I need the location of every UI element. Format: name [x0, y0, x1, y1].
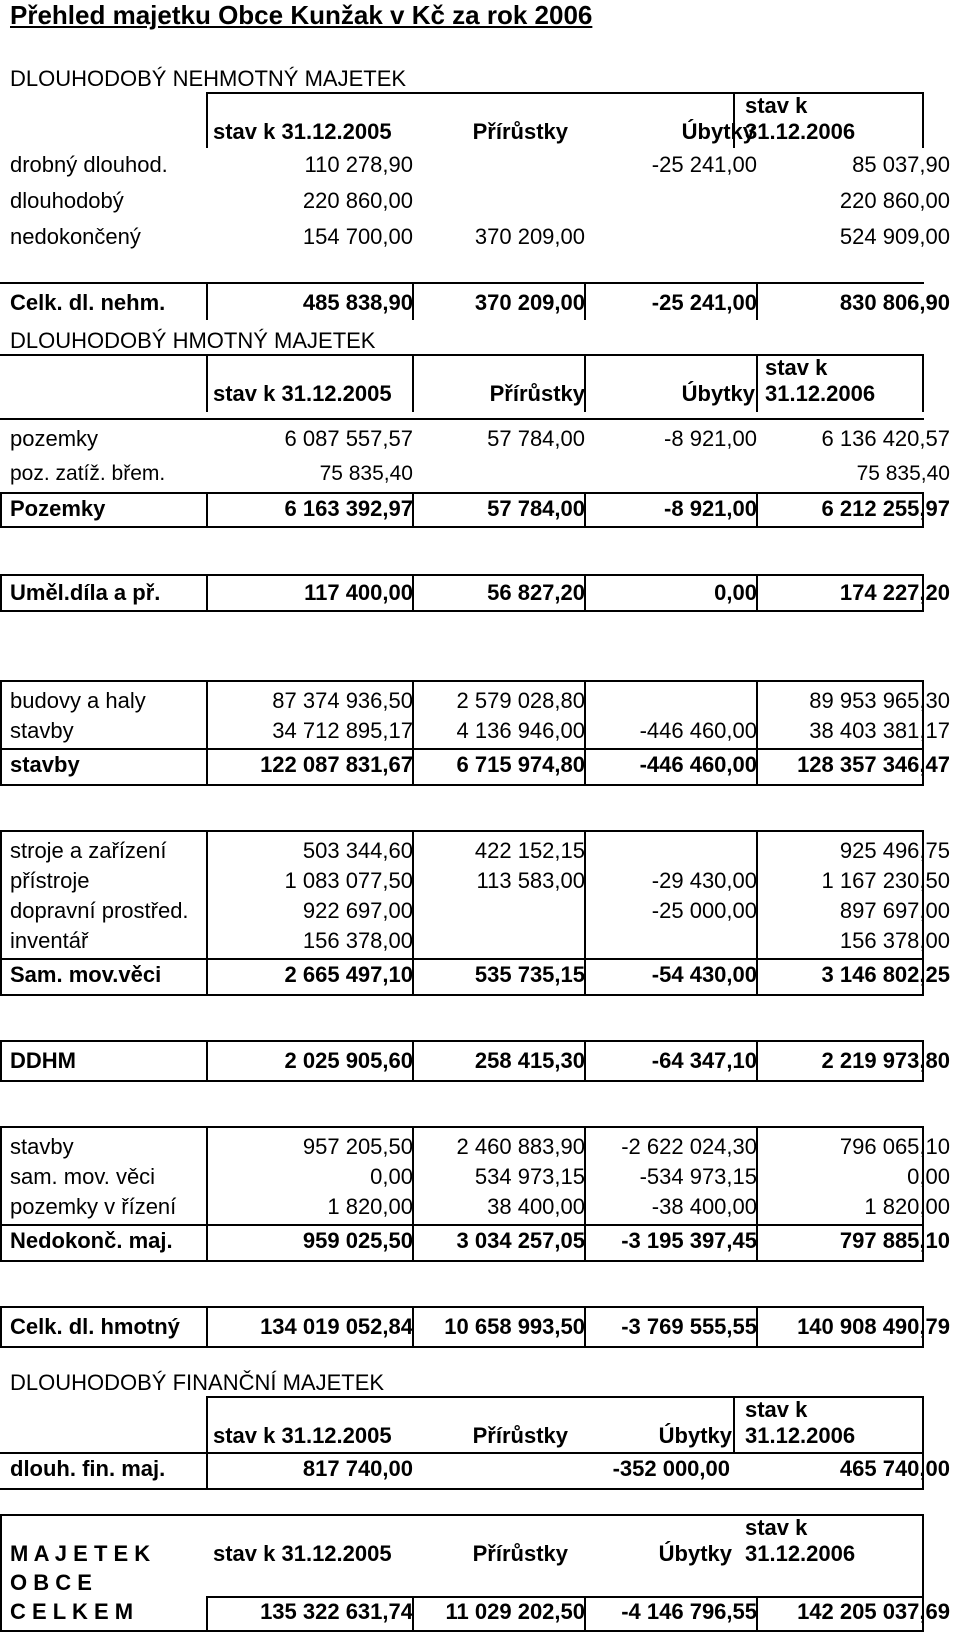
table-row: stroje a zařízení 503 344,60 422 152,15 925 496,75: [0, 836, 960, 866]
table-row: pozemky 6 087 557,57 57 784,00 -8 921,00 6 136 420,57: [0, 424, 960, 454]
section-title-hmotny: DLOUHODOBÝ HMOTNÝ MAJETEK: [10, 328, 376, 353]
column-header-financni: [0, 1396, 960, 1458]
header-ubytky: Úbytky: [681, 119, 755, 144]
header-prirustky: Přírůstky: [472, 1541, 568, 1566]
header-stav-2006-bottom: 31.12.2006: [765, 381, 876, 406]
section-title-financni: DLOUHODOBÝ FINANČNÍ MAJETEK: [10, 1370, 385, 1395]
table-row: stavby 957 205,50 2 460 883,90 -2 622 024,30 796 065,10: [0, 1132, 960, 1162]
total-row-nedokoncene: Nedokonč. maj. 959 025,50 3 034 257,05 -3 195 397,45 797 885,10: [0, 1226, 960, 1256]
grand-total-stav-2005: 135 322 631,74: [260, 1599, 413, 1624]
total-row-movite-veci: Sam. mov.věci 2 665 497,10 535 735,15 -54 430,00 3 146 802,25: [0, 960, 960, 990]
total-row-pozemky: Pozemky 6 163 392,97 57 784,00 -8 921,00 6 212 255,97: [0, 494, 960, 524]
column-header-nehmotny: [0, 92, 960, 154]
total-row-nehmotny: Celk. dl. nehm. 485 838,90 370 209,00 -25 241,00 830 806,90: [0, 288, 960, 318]
grand-total-prirustky: 11 029 202,50: [445, 1599, 585, 1624]
grand-total-label-3: C E L K E M: [10, 1599, 134, 1624]
header-ubytky: Úbytky: [658, 1423, 732, 1448]
table-row: nedokončený 154 700,00 370 209,00 524 909,00: [10, 224, 950, 249]
table-row: poz. zatíž. břem. 75 835,40 75 835,40: [10, 462, 950, 485]
header-stav-2005: stav k 31.12.2005: [213, 381, 392, 406]
section-title-nehmotny: DLOUHODOBÝ NEHMOTNÝ MAJETEK: [10, 66, 407, 91]
header-ubytky: Úbytky: [681, 381, 755, 406]
table-row: stavby 34 712 895,17 4 136 946,00 -446 460,00 38 403 381,17: [10, 718, 950, 743]
header-stav-2005: stav k 31.12.2005: [213, 1423, 392, 1448]
grand-total-label-2: O B C E: [10, 1570, 92, 1595]
header-stav-2006-bottom: 31.12.2006: [745, 1541, 856, 1566]
total-row-hmotny: Celk. dl. hmotný 134 019 052,84 10 658 993,50 -3 769 555,55 140 908 490,79: [0, 1312, 960, 1342]
header-ubytky: Úbytky: [658, 1541, 732, 1566]
page-title: Přehled majetku Obce Kunžak v Kč za rok 2006: [10, 0, 593, 30]
table-row: inventář 156 378,00 156 378,00: [10, 928, 950, 953]
header-stav-2006-top: stav k: [745, 1515, 808, 1540]
table-row: dopravní prostřed. 922 697,00 -25 000,00 897 697,00: [10, 898, 950, 923]
header-stav-2005: stav k 31.12.2005: [213, 119, 392, 144]
table-row: budovy a haly 87 374 936,50 2 579 028,80 89 953 965,30: [0, 686, 960, 716]
table-row: pozemky v řízení 1 820,00 38 400,00 -38 400,00 1 820,00: [10, 1194, 950, 1219]
table-row: drobný dlouhod. 110 278,90 -25 241,00 85 037,90: [10, 152, 950, 177]
grand-total-stav-2006: 142 205 037,69: [797, 1599, 950, 1624]
grand-total-block: [0, 1514, 960, 1635]
header-prirustky: Přírůstky: [472, 119, 568, 144]
header-stav-2006-top: stav k: [765, 355, 828, 380]
grand-total-label-1: M A J E T E K: [10, 1541, 151, 1566]
table-row: sam. mov. věci 0,00 534 973,15 -534 973,15 0,00: [10, 1164, 950, 1189]
total-row-stavby: stavby 122 087 831,67 6 715 974,80 -446 460,00 128 357 346,47: [0, 750, 960, 780]
header-stav-2006-bottom: 31.12.2006: [745, 1423, 856, 1448]
table-row: přístroje 1 083 077,50 113 583,00 -29 430,00 1 167 230,50: [10, 868, 950, 893]
header-prirustky: Přírůstky: [489, 381, 585, 406]
header-prirustky: Přírůstky: [472, 1423, 568, 1448]
total-row-ddhm: DDHM 2 025 905,60 258 415,30 -64 347,10 2 219 973,80: [0, 1046, 960, 1076]
table-row: dlouhodobý 220 860,00 220 860,00: [10, 188, 950, 213]
column-header-hmotny: [0, 354, 960, 416]
header-stav-2006-top: stav k: [745, 93, 808, 118]
header-stav-2006-bottom: 31.12.2006: [745, 119, 856, 144]
header-stav-2005: stav k 31.12.2005: [213, 1541, 392, 1566]
grand-total-ubytky: -4 146 796,55: [621, 1599, 757, 1624]
header-stav-2006-top: stav k: [745, 1397, 808, 1422]
total-row-umelecka-dila: Uměl.díla a př. 117 400,00 56 827,20 0,00 174 227,20: [0, 578, 960, 608]
total-row-financni: dlouh. fin. maj. 817 740,00 -352 000,00 465 740,00: [0, 1454, 960, 1484]
